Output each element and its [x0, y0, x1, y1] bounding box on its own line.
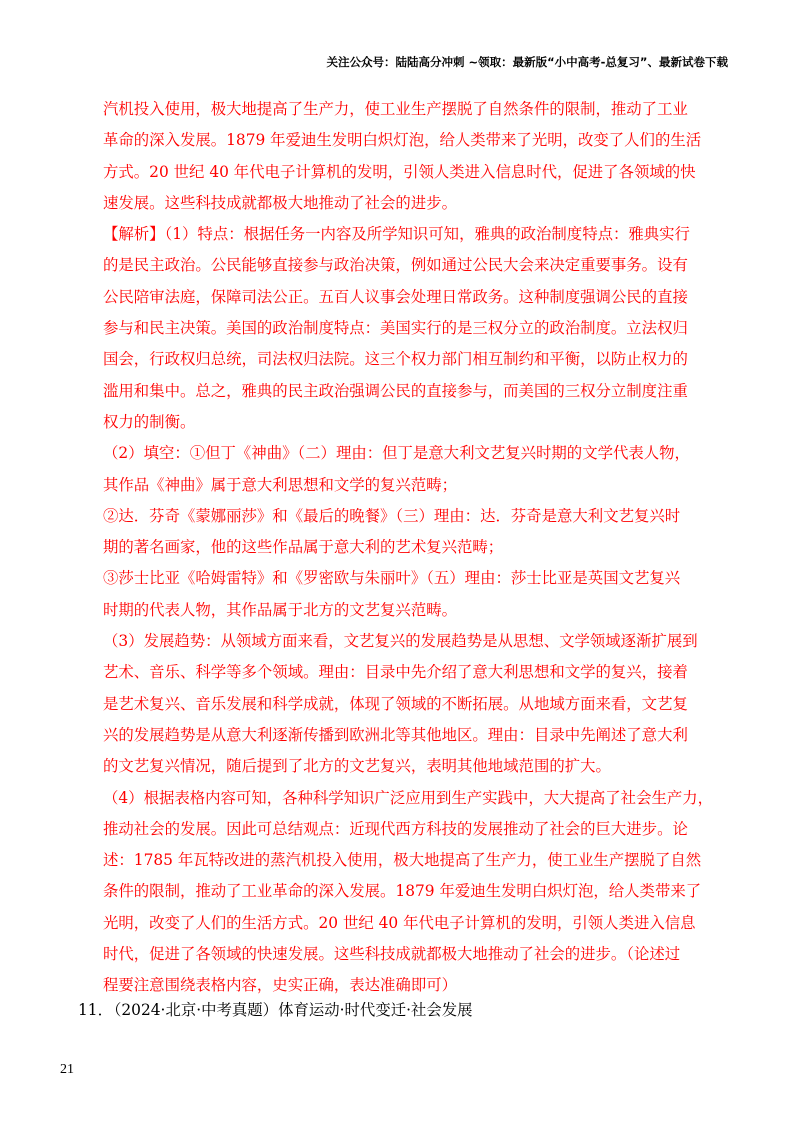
analysis-line: 参与和民主决策。美国的政治制度特点：美国实行的是三权分立的政治制度。立法权归	[103, 319, 688, 338]
analysis-line: 权力的制衡。	[103, 412, 196, 431]
page-header: 关注公众号：陆陆高分冲刺 ~领取：最新版“小中高考-总复习”、最新试卷下载	[326, 55, 728, 69]
analysis-line: ②达．芬奇《蒙娜丽莎》和《最后的晚餐》（三）理由：达．芬奇是意大利文艺复兴时	[103, 506, 681, 525]
analysis-line: 述：1785 年瓦特改进的蒸汽机投入使用，极大地提高了生产力，使工业生产摆脱了自然	[103, 851, 702, 870]
analysis-line: 时代，促进了各领域的快速发展。这些科技成就都极大地推动了社会的进步。（论述过	[103, 945, 681, 964]
analysis-line: 光明，改变了人们的生活方式。20 世纪 40 年代电子计算机的发明，引领人类进入信息	[103, 913, 696, 932]
analysis-line: 滥用和集中。总之，雅典的民主政治强调公民的直接参与，而美国的三权分立制度注重	[103, 381, 688, 400]
question-number: 11．	[78, 1001, 113, 1019]
analysis-line: 艺术、音乐、科学等多个领域。理由：目录中先介绍了意大利思想和文学的复兴，接着	[103, 663, 688, 682]
analysis-line: 程要注意围绕表格内容，史实正确，表达准确即可）	[103, 976, 457, 995]
analysis-line: 的是民主政治。公民能够直接参与政治决策，例如通过公民大会来决定重要事务。设有	[103, 256, 688, 275]
analysis-line: 期的著名画家，他的这些作品属于意大利的艺术复兴范畴；	[103, 538, 504, 557]
question-heading	[78, 995, 473, 1026]
answer-line: 速发展。这些科技成就都极大地推动了社会的进步。	[103, 193, 457, 212]
analysis-line: （2）填空：①但丁《神曲》（二）理由：但丁是意大利文艺复兴时期的文学代表人物，	[103, 444, 690, 463]
answer-line: 汽机投入使用，极大地提高了生产力，使工业生产摆脱了自然条件的限制，推动了工业	[103, 100, 688, 118]
analysis-line: 是艺术复兴、音乐发展和科学成就，体现了领域的不断拓展。从地域方面来看，文艺复	[103, 694, 688, 713]
analysis-line: 推动社会的发展。因此可总结观点：近现代西方科技的发展推动了社会的巨大进步。论	[103, 819, 688, 838]
analysis-line: 条件的限制，推动了工业革命的深入发展。1879 年爱迪生发明白炽灯泡，给人类带来了	[103, 882, 702, 901]
analysis-line: 的文艺复兴情况，随后提到了北方的文艺复兴，表明其他地域范围的扩大。	[103, 757, 611, 776]
analysis-line: 公民陪审法庭，保障司法公正。五百人议事会处理日常政务。这种制度强调公民的直接	[103, 287, 688, 306]
page-number: 21	[60, 1062, 74, 1077]
analysis-line: （3）发展趋势：从领域方面来看，文艺复兴的发展趋势是从思想、文学领域逐渐扩展到	[103, 632, 698, 651]
answer-explanation	[103, 94, 743, 1002]
question-source: （2024·北京·中考真题）体育运动·时代变迁·社会发展	[106, 1001, 473, 1019]
analysis-line: 兴的发展趋势是从意大利逐渐传播到欧洲北等其他地区。理由：目录中先阐述了意大利	[103, 725, 688, 744]
analysis-line: 时期的代表人物，其作品属于北方的文艺复兴范畴。	[103, 600, 457, 619]
analysis-line: 【解析】（1）特点：根据任务一内容及所学知识可知，雅典的政治制度特点：雅典实行	[103, 225, 690, 244]
answer-line: 方式。20 世纪 40 年代电子计算机的发明，引领人类进入信息时代，促进了各领域的快	[103, 162, 696, 181]
analysis-line: （4）根据表格内容可知，各种科学知识广泛应用到生产实践中，大大提高了社会生产力，	[103, 788, 714, 807]
answer-line: 革命的深入发展。1879 年爱迪生发明白炽灯泡，给人类带来了光明，改变了人们的生活	[103, 131, 702, 150]
analysis-line: 其作品《神曲》属于意大利思想和文学的复兴范畴；	[103, 475, 457, 494]
analysis-line: 国会，行政权归总统，司法权归法院。这三个权力部门相互制约和平衡，以防止权力的	[103, 350, 688, 369]
analysis-line: ③莎士比亚《哈姆雷特》和《罗密欧与朱丽叶》（五）理由：莎士比亚是英国文艺复兴	[103, 569, 681, 588]
